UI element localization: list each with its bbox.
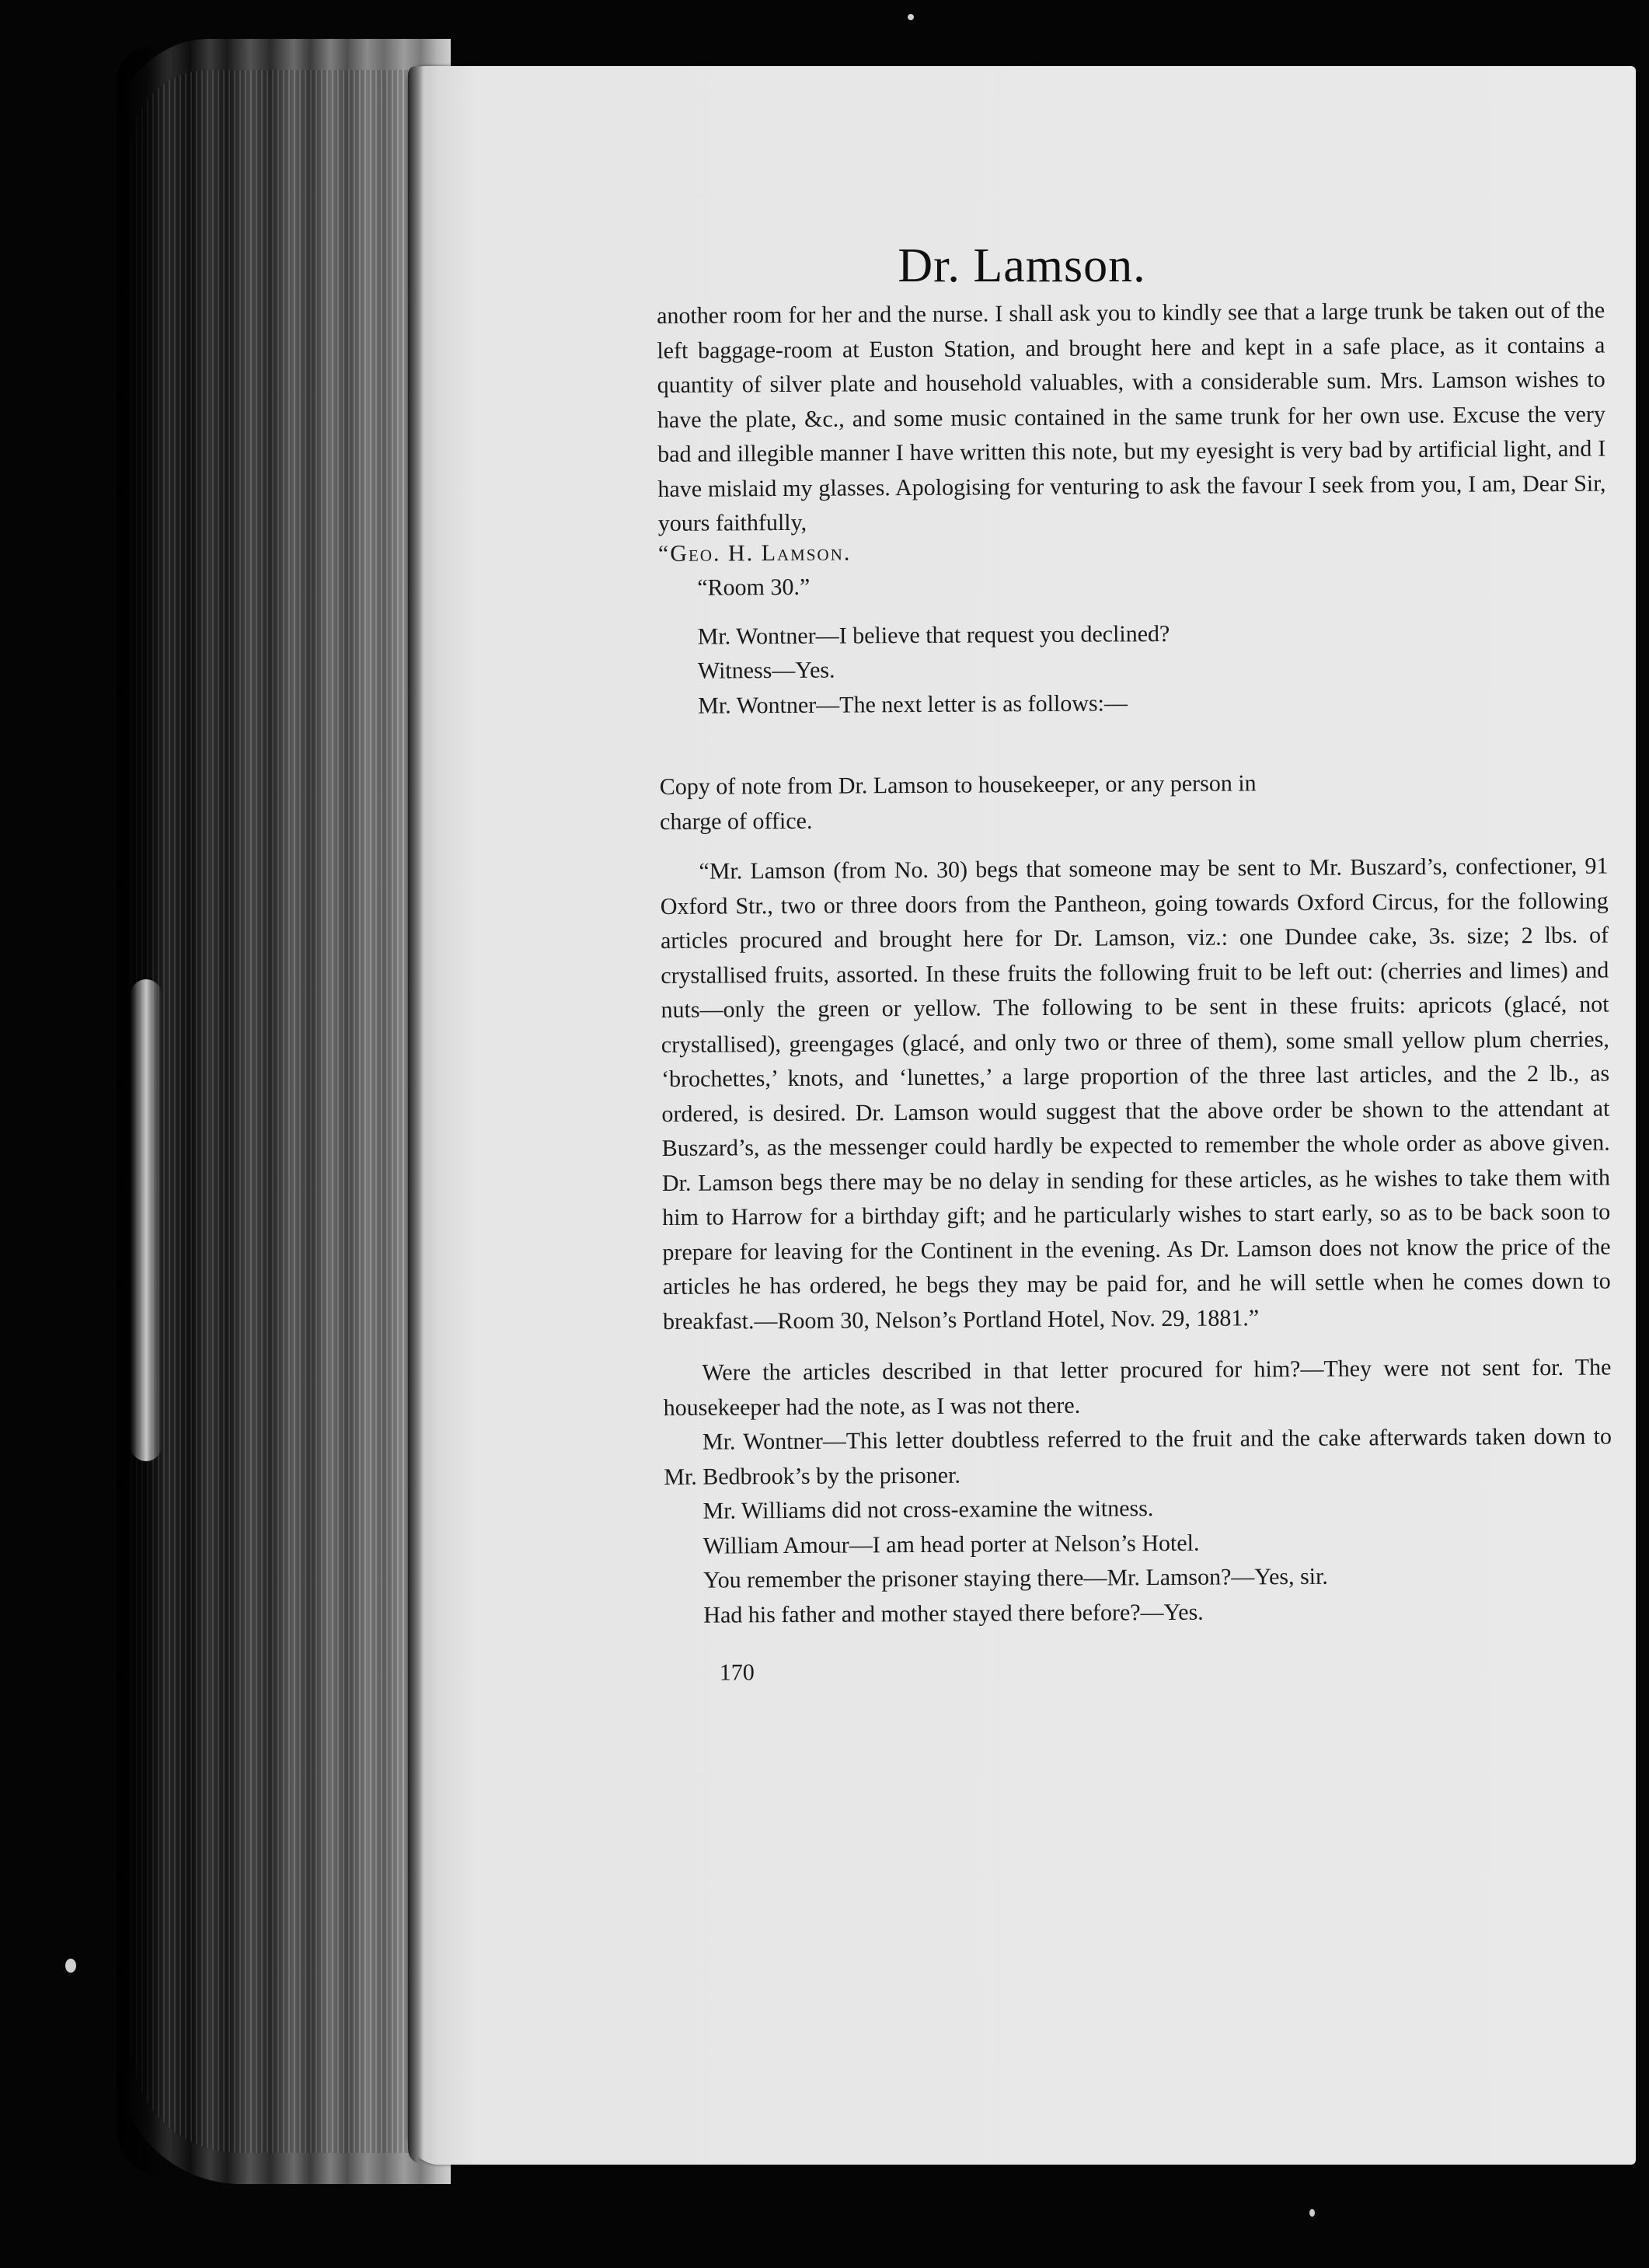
book-spine-highlight <box>131 979 162 1461</box>
testimony-line: Were the articles described in that letter procured for him?—They were not sent for. The housekeeper had the note, as I was not there. <box>663 1354 1612 1421</box>
testimony-line: You remember the prisoner staying there—Mr. Lamson?—Yes, sir. <box>702 1563 1328 1593</box>
page-body <box>657 294 1613 1691</box>
note-heading-line: Copy of note from Dr. Lamson to housekeeper, or any person in <box>659 770 1257 800</box>
note-heading-line: charge of office. <box>660 808 813 835</box>
exchange-line: Witness—Yes. <box>697 657 835 684</box>
letter-paragraph: another room for her and the nurse. I shall ask you to kindly see that a large trunk be taken out of the left baggage-room at Euston Station, and brought here and kept in a safe place, as it contains a quantity of silver plate and household valuables, with a considerable sum. Mrs. Lamson wishes to have the plate, &c., and some music contained in the same trunk for her own use. Excuse the very bad and illegible manner I have written this note, but my eyesight is very bad by artificial light, and I have mislaid my glasses. Apologising for venturing to ask the favour I seek from you, I am, Dear Sir, yours faithfully, <box>657 297 1606 536</box>
exchange-line: Mr. Wontner—The next letter is as follows:— <box>698 689 1128 719</box>
note-heading <box>660 765 1609 839</box>
testimony-line: Mr. Wontner—This letter doubtless referred to the fruit and the cake afterwards taken down to Mr. Bedbrook’s by the prisoner. <box>664 1423 1612 1490</box>
letter-signature: “Geo. H. Lamson. <box>657 539 852 567</box>
dust-speck <box>908 14 914 20</box>
testimony-line: Had his father and mother stayed there before?—Yes. <box>703 1599 1204 1628</box>
page-title: Dr. Lamson. <box>898 239 1146 292</box>
book-page <box>408 66 1636 2165</box>
note-body: “Mr. Lamson (from No. 30) begs that someone may be sent to Mr. Buszard’s, confectioner, 91 Oxford Str., two or three doors from the Pantheon, going towards Oxford Circus, for the following articles procured and brought here for Dr. Lamson, viz.: one Dundee cake, 3s. size; 2 lbs. of crystallised fruits, assorted. In these fruits the following fruit to be left out: (cherries and limes) and nuts—only the green or yellow. The following to be sent in these fruits: apricots (glacé, not crystallised), greengages (glacé, and only two or three of them), some small yellow plum cherries, ‘brochettes,’ knots, and ‘lunettes,’ a large proportion of the three last articles, and the 2 lb., as ordered, is desired. Dr. Lamson would suggest that the above order be shown to the attendant at Buszard’s, as the messenger could hardly be expected to remember the whole order as above given. Dr. Lamson begs there may be no delay in sending for these articles, as he wishes to take them with him to Harrow for a birthday gift; and he particularly wishes to start early, so as to be back soon to prepare for leaving for the Continent in the evening. As Dr. Lamson does not know the price of the articles he has ordered, he begs they may be paid for, and he will settle when he comes down to breakfast.—Room 30, Nelson’s Portland Hotel, Nov. 29, 1881.” <box>660 853 1611 1335</box>
dust-speck <box>65 1959 76 1973</box>
section-gap <box>659 718 1607 770</box>
letter-room: “Room 30.” <box>697 574 811 601</box>
dust-speck <box>1309 2209 1315 2217</box>
testimony-line: William Amour—I am head porter at Nelson’s Hotel. <box>702 1530 1200 1559</box>
exchange-line: Mr. Wontner—I believe that request you declined? <box>697 620 1170 650</box>
page-gutter <box>408 66 424 2165</box>
page-number: 170 <box>719 1659 755 1686</box>
book-page-edges <box>117 39 451 2184</box>
testimony-line: Mr. Williams did not cross-examine the witness. <box>702 1495 1154 1524</box>
